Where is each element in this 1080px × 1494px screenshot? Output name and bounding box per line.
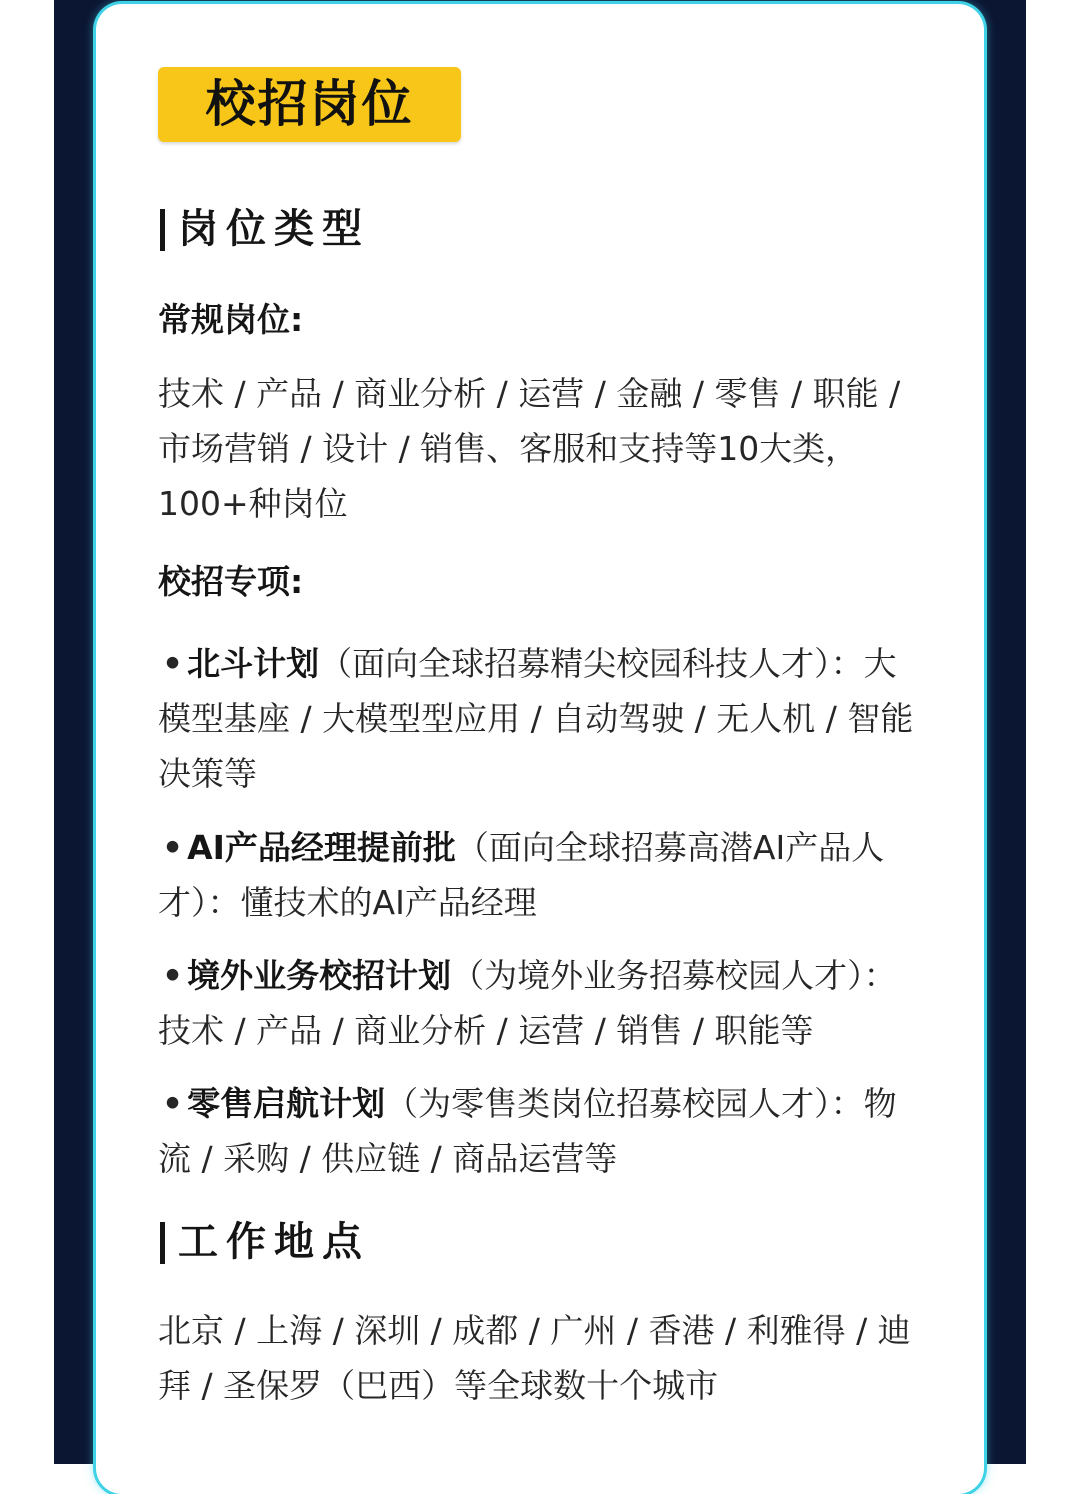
bullet-dot: • bbox=[162, 644, 184, 683]
locations-text: 北京 / 上海 / 深圳 / 成都 / 广州 / 香港 / 利雅得 / 迪拜 / 圣保罗（巴西）等全球数十个城市 bbox=[158, 1311, 911, 1405]
page-title: 校招岗位 bbox=[205, 75, 414, 133]
regular-jobs-label: 常规岗位: bbox=[158, 300, 304, 339]
program-item bbox=[158, 1076, 928, 1186]
program-name: 境外业务校招计划 bbox=[187, 956, 452, 995]
program-item bbox=[158, 820, 928, 930]
regular-jobs-text: 技术 / 产品 / 商业分析 / 运营 / 金融 / 零售 / 职能 / 市场营销 / 设计 / 销售、客服和支持等10大类，100+种岗位 bbox=[158, 374, 901, 523]
program-item bbox=[158, 948, 928, 1058]
section-heading-job-types: 岗位类型 bbox=[158, 205, 370, 253]
program-desc: （面向全球招募精尖校园科技人才）：大模型基座 / 大模型型应用 / 自动驾驶 / 无人机 / 智能决策等 bbox=[158, 644, 914, 793]
program-name: 北斗计划 bbox=[187, 644, 320, 683]
title-badge bbox=[158, 67, 461, 142]
program-name: AI产品经理提前批 bbox=[187, 828, 456, 867]
bullet-dot: • bbox=[162, 828, 184, 867]
special-programs-label: 校招专项: bbox=[158, 562, 304, 601]
program-desc: （为零售类岗位招募校园人才）：物流 / 采购 / 供应链 / 商品运营等 bbox=[158, 1084, 897, 1178]
program-name: 零售启航计划 bbox=[187, 1084, 386, 1123]
program-item bbox=[158, 636, 928, 801]
program-desc: （为境外业务招募校园人才）：技术 / 产品 / 商业分析 / 运营 / 销售 / 职能等 bbox=[158, 956, 897, 1050]
section-heading-locations: 工作地点 bbox=[158, 1218, 370, 1266]
bullet-dot: • bbox=[162, 1084, 184, 1123]
bullet-dot: • bbox=[162, 956, 184, 995]
program-desc: （面向全球招募高潜AI产品人才）：懂技术的AI产品经理 bbox=[158, 828, 885, 922]
